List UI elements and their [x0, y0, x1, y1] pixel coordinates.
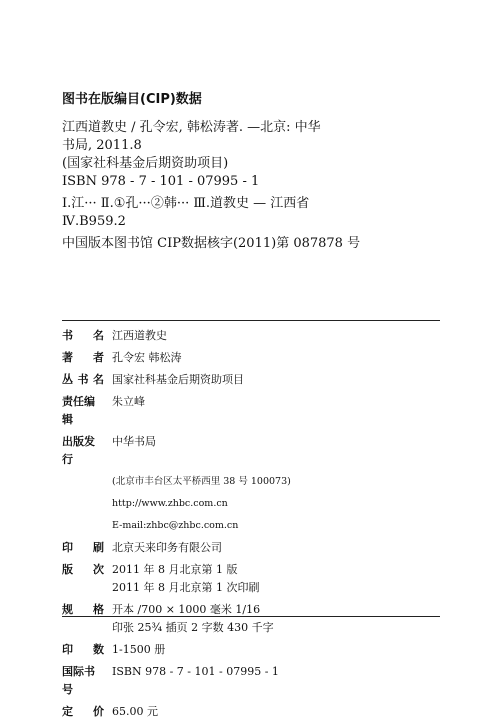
value-printer: 北京天来印务有限公司: [112, 541, 222, 554]
cip-line-series: (国家社科基金后期资助项目): [62, 156, 229, 171]
label-print-count: 印 数: [62, 643, 104, 656]
label-editor: 责任编辑: [62, 395, 95, 426]
publisher-address: (北京市丰台区太平桥西里 38 号 100073): [112, 476, 291, 487]
value-printing: 2011 年 8 月北京第 1 次印刷: [112, 581, 260, 594]
cip-title: 图书在版编目(CIP)数据: [62, 92, 202, 107]
value-print-count: 1-1500 册: [112, 643, 166, 656]
cip-line-isbn: ISBN 978 - 7 - 101 - 07995 - 1: [62, 174, 260, 189]
value-sheets: 印张 25¾ 插页 2 字数 430 千字: [112, 621, 274, 634]
cip-line-record-number: 中国版本图书馆 CIP数据核字(2011)第 087878 号: [62, 236, 361, 251]
value-publisher: 中华书局: [112, 435, 156, 448]
publisher-website: http://www.zhbc.com.cn: [112, 498, 228, 509]
label-format: 规 格: [62, 603, 104, 616]
value-format: 开本 /700 × 1000 毫米 1/16: [112, 603, 261, 616]
label-author: 著 者: [62, 351, 104, 364]
publisher-email: E-mail:zhbc@zhbc.com.cn: [112, 520, 239, 531]
cip-line-classification: Ⅳ.B959.2: [62, 214, 126, 229]
label-publisher: 出版发行: [62, 435, 95, 466]
row-price: [62, 703, 452, 721]
value-book-title: 江西道教史: [112, 329, 167, 342]
value-series: 国家社科基金后期资助项目: [112, 373, 244, 386]
value-author: 孔令宏 韩松涛: [112, 351, 182, 364]
value-edition: 2011 年 8 月北京第 1 版: [112, 563, 238, 576]
cip-block: [62, 88, 452, 253]
row-edition: [62, 561, 452, 579]
row-book-title: [62, 327, 452, 345]
label-series: 丛 书 名: [62, 373, 104, 386]
top-divider: [62, 320, 440, 321]
row-isbn: [62, 663, 452, 699]
value-price: 65.00 元: [112, 705, 158, 718]
label-edition: 版 次: [62, 563, 104, 576]
label-printer: 印 刷: [62, 541, 104, 554]
label-book-title: 书 名: [62, 329, 104, 342]
cip-line-subjects: Ⅰ.江··· Ⅱ.①孔···②韩··· Ⅲ.道教史 — 江西省: [62, 196, 310, 211]
bottom-divider: [62, 616, 440, 617]
row-author: [62, 349, 452, 367]
cip-line-title: 江西道教史 / 孔令宏, 韩松涛著. —北京: 中华: [62, 120, 321, 135]
colophon: [62, 327, 452, 721]
row-print-count: [62, 641, 452, 659]
value-editor: 朱立峰: [112, 395, 145, 408]
cip-line-publisher: 书局, 2011.8: [62, 138, 142, 153]
label-price: 定 价: [62, 705, 104, 718]
row-printer: [62, 539, 452, 557]
label-isbn: 国际书号: [62, 665, 95, 696]
row-series: [62, 371, 452, 389]
row-editor: [62, 393, 452, 429]
row-publisher: [62, 433, 452, 469]
value-isbn: ISBN 978 - 7 - 101 - 07995 - 1: [112, 665, 279, 678]
